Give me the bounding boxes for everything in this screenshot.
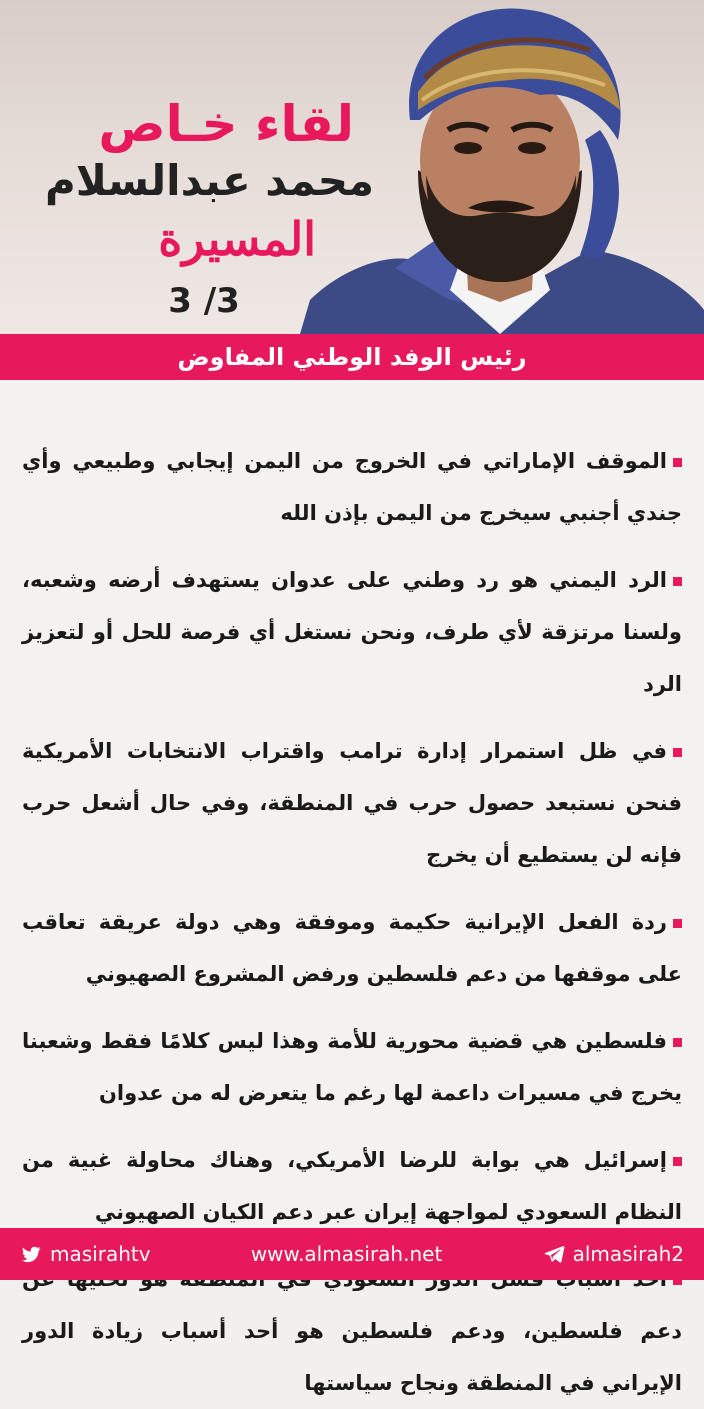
bullet-icon bbox=[673, 577, 682, 586]
header bbox=[0, 0, 704, 334]
quote-text: الرد اليمني هو رد وطني على عدوان يستهدف أرضه وشعبه، ولسنا مرتزقة لأي طرف، ونحن نستغل أي فرصة للحل أو لتعزيز الرد bbox=[22, 568, 682, 696]
quote-text: دعم فلسطين، ودعم فلسطين هو أحد أسباب زيادة الدور الإيراني في المنطقة ونجاح سياستها bbox=[22, 1319, 682, 1395]
telegram-handle: almasirah2 bbox=[572, 1242, 684, 1266]
twitter-icon bbox=[20, 1243, 42, 1265]
quote-text: إسرائيل هي بوابة للرضا الأمريكي، وهناك محاولة غبية من النظام السعودي لمواجهة إيران عبر دعم الكيان الصهيوني bbox=[22, 1148, 682, 1224]
bullet-icon bbox=[673, 1038, 682, 1047]
quote-text: في ظل استمرار إدارة ترامب واقتراب الانتخابات الأمريكية فنحن نستبعد حصول حرب في المنطقة، وفي حال أشعل حرب فإنه لن يستطيع أن يخرج bbox=[22, 739, 682, 867]
bullet-icon bbox=[673, 458, 682, 467]
almasirah-logo: المسيرة bbox=[158, 212, 316, 266]
bullet-icon bbox=[673, 1157, 682, 1166]
quote-item bbox=[22, 554, 682, 710]
footer-social-bar bbox=[0, 1228, 704, 1280]
quote-text: الموقف الإماراتي في الخروج من اليمن إيجابي وطبيعي وأي جندي أجنبي سيخرج من اليمن بإذن الله bbox=[22, 449, 682, 525]
telegram-icon bbox=[543, 1243, 565, 1265]
special-interview-title: لقاء خـاص bbox=[98, 95, 354, 153]
website-link[interactable] bbox=[251, 1242, 442, 1266]
quote-text: ردة الفعل الإيرانية حكيمة وموفقة وهي دولة عريقة تعاقب على موقفها من دعم فلسطين ورفض المشروع الصهيوني bbox=[22, 910, 682, 986]
quote-item bbox=[22, 1134, 682, 1238]
interviewee-name: محمد عبدالسلام bbox=[45, 156, 374, 205]
quote-item bbox=[22, 725, 682, 881]
bullet-icon bbox=[673, 748, 682, 757]
quote-item bbox=[22, 435, 682, 539]
quote-item bbox=[22, 1015, 682, 1119]
twitter-handle: masirahtv bbox=[50, 1242, 151, 1266]
twitter-link[interactable] bbox=[20, 1242, 151, 1266]
telegram-link[interactable] bbox=[543, 1242, 684, 1266]
part-indicator: 3 /3 bbox=[168, 281, 240, 321]
bullet-icon bbox=[673, 919, 682, 928]
position-title: رئيس الوفد الوطني المفاوض bbox=[177, 343, 527, 371]
quote-item bbox=[22, 896, 682, 1000]
quote-text: فلسطين هي قضية محورية للأمة وهذا ليس كلامًا فقط وشعبنا يخرج في مسيرات داعمة لها رغم ما يتعرض له من عدوان bbox=[22, 1029, 682, 1105]
position-banner bbox=[0, 334, 704, 380]
website-url: www.almasirah.net bbox=[250, 1242, 443, 1266]
